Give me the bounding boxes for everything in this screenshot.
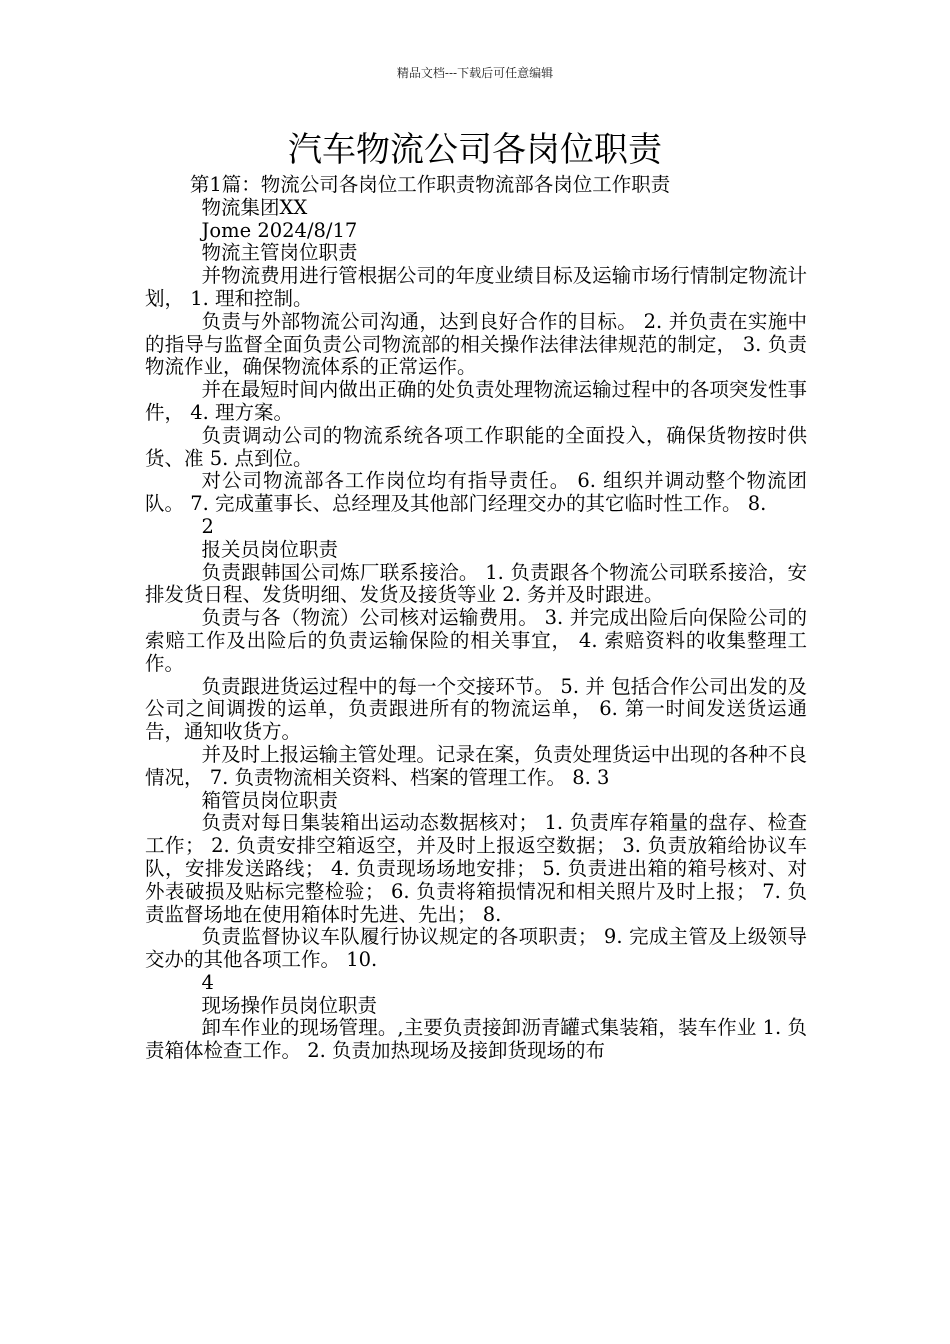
- paragraph: 负责与各（物流）公司核对运输费用。 3. 并完成出险后向保险公司的索赔工作及出险后的负责运输保险的相关事宜， 4. 索赔资料的收集整理工作。: [145, 606, 807, 675]
- page-header: 精品文档---下载后可任意编辑: [396, 66, 554, 80]
- subheading: 物流主管岗位职责: [201, 241, 358, 265]
- document-body: [145, 174, 807, 1063]
- date-line: Jome 2024/8/17: [201, 218, 358, 242]
- paragraph: 负责监督协议车队履行协议规定的各项职责； 9. 完成主管及上级领导交办的其他各项工作。 10.: [145, 925, 807, 972]
- document-title: 汽车物流公司各岗位职责: [288, 130, 662, 170]
- page-number: 2: [201, 514, 214, 538]
- paragraph: 负责调动公司的物流系统各项工作职能的全面投入，确保货物按时供货、准 5. 点到位。: [145, 423, 807, 470]
- paragraph: 负责跟韩国公司炼厂联系接洽。 1. 负责跟各个物流公司联系接洽，安排发货日程、发货明细、发货及接货等业 2. 务并及时跟进。: [145, 560, 807, 607]
- page-number: 4: [201, 970, 214, 994]
- subheading: 箱管员岗位职责: [201, 788, 339, 812]
- author-line: 物流集团XX: [201, 195, 308, 219]
- paragraph: 并在最短时间内做出正确的处负责处理物流运输过程中的各项突发性事件， 4. 理方案。: [145, 378, 807, 424]
- subheading: 报关员岗位职责: [201, 537, 339, 561]
- paragraph: 并及时上报运输主管处理。记录在案，负责处理货运中出现的各种不良情况， 7. 负责物流相关资料、档案的管理工作。 8. 3: [145, 742, 807, 789]
- subheading: 现场操作员岗位职责: [201, 993, 378, 1017]
- paragraph: 负责跟进货运过程中的每一个交接环节。 5. 并 包括合作公司出发的及公司之间调拨的运单，负责跟进所有的物流运单， 6. 第一时间发送货运通告，通知收货方。: [145, 674, 807, 744]
- paragraph: 负责与外部物流公司沟通，达到良好合作的目标。 2. 并负责在实施中的指导与监督全面负责公司物流部的相关操作法律法律规范的制定， 3. 负责物流作业，确保物流体系的正常运作。: [145, 309, 807, 379]
- section-heading: 第1篇：物流公司各岗位工作职责物流部各岗位工作职责: [189, 173, 671, 196]
- paragraph: 负责对每日集装箱出运动态数据核对； 1. 负责库存箱量的盘存、检查工作； 2. 负责安排空箱返空，并及时上报返空数据； 3. 负责放箱给协议车队，安排发送路线； 4. 负责现场场地安排； 5. 负责进出箱的箱号核对、对外表破损及贴标完整检验； 6. 负责将箱损情况和相关照片及时上报； 7. 负责监督场地在使用箱体时先进、先出； 8.: [145, 811, 807, 926]
- paragraph: 并物流费用进行管根据公司的年度业绩目标及运输市场行情制定物流计划， 1. 理和控制。: [145, 264, 807, 310]
- paragraph: 对公司物流部各工作岗位均有指导责任。 6. 组织并调动整个物流团队。 7. 完成董事长、总经理及其他部门经理交办的其它临时性工作。 8.: [145, 469, 807, 516]
- paragraph: 卸车作业的现场管理。,主要负责接卸沥青罐式集装箱，装车作业 1. 负责箱体检查工作。 2. 负责加热现场及接卸货现场的布: [145, 1016, 807, 1063]
